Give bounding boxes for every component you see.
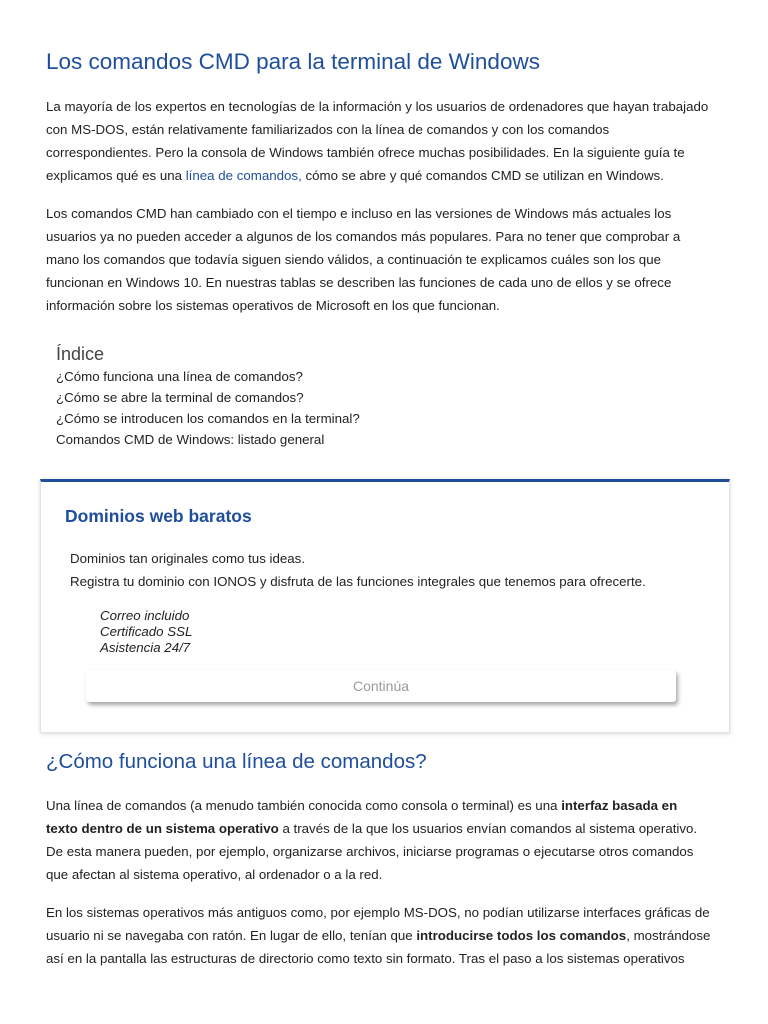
bold-text: introducirse todos los comandos [416,928,627,943]
ad-feature-list [100,608,192,656]
section-paragraph-1 [46,794,746,886]
text-span: a través de la que los usuarios envían comandos al sistema operativo. [278,821,698,836]
text-line: correspondientes. Pero la consola de Windows también ofrece muchas posibilidades. En la siguiente guía te [46,145,685,160]
toc-item-enter-commands[interactable]: ¿Cómo se introducen los comandos en la terminal? [56,411,360,426]
text-line: información sobre los sistemas operativos de Microsoft en los que funcionan. [46,298,500,313]
second-paragraph [46,202,746,317]
text-line [46,164,746,187]
text-line: con MS-DOS, están relativamente familiarizados con la línea de comandos y con los comandos [46,122,610,137]
domain-ad-box [40,479,730,733]
text-line: mano los comandos que todavía siguen siendo válidos, a continuación te explicamos cuáles son los que [46,252,661,267]
ad-feature-support: Asistencia 24/7 [100,640,191,655]
bold-text: texto dentro de un sistema operativo [46,821,279,836]
ad-title: Dominios web baratos [65,506,252,526]
command-line-link[interactable]: línea de comandos, [185,168,302,183]
text-line: De esta manera pueden, por ejemplo, organizarse archivos, iniciarse programas o ejecutarse otros comandos [46,844,694,859]
toc-heading: Índice [56,344,105,364]
section-paragraph-2 [46,901,746,970]
ad-line: Dominios tan originales como tus ideas. [70,551,306,566]
ad-feature-ssl: Certificado SSL [100,624,193,639]
ad-description [70,547,646,593]
text-line: Los comandos CMD han cambiado con el tiempo e incluso en las versiones de Windows más actuales los [46,206,672,221]
text-line: así en la pantalla las estructuras de directorio como texto sin formato. Tras el paso a los sistemas operativos [46,951,685,966]
ad-line: Registra tu dominio con IONOS y disfruta de las funciones integrales que tenemos para ofrecerte. [70,574,646,589]
continue-button[interactable]: Continúa [86,670,676,702]
text-span: , mostrándose [626,928,711,943]
text-span: usuario ni se navegaba con ratón. En lugar de ello, tenían que [46,928,417,943]
text-line: La mayoría de los expertos en tecnologías de la información y los usuarios de ordenadores que hayan trabajado [46,99,709,114]
text-line: que afectan al sistema operativo, al ordenador o a la red. [46,867,383,882]
text-line [46,794,746,817]
toc-item-open-terminal[interactable]: ¿Cómo se abre la terminal de comandos? [56,390,304,405]
toc-item-command-list[interactable]: Comandos CMD de Windows: listado general [56,432,325,447]
text-span: Una línea de comandos (a menudo también conocida como consola o terminal) es una [46,798,562,813]
text-line [46,817,746,840]
text-span: cómo se abre y qué comandos CMD se utilizan en Windows. [301,168,664,183]
text-line: funcionan en Windows 10. En nuestras tablas se describen las funciones de cada uno de ellos y se ofrece [46,275,672,290]
text-line [46,924,746,947]
text-line: usuarios ya no pueden acceder a algunos de los comandos más populares. Para no tener que comprobar a [46,229,681,244]
text-span: explicamos qué es una [46,168,186,183]
table-of-contents [56,342,360,450]
intro-paragraph [46,95,746,187]
toc-item-how-it-works[interactable]: ¿Cómo funciona una línea de comandos? [56,369,303,384]
text-line: En los sistemas operativos más antiguos como, por ejemplo MS-DOS, no podían utilizarse interfaces gráficas de [46,905,710,920]
bold-text: interfaz basada en [561,798,678,813]
section-heading: ¿Cómo funciona una línea de comandos? [46,750,427,773]
ad-feature-mail: Correo incluido [100,608,190,623]
page-title: Los comandos CMD para la terminal de Windows [46,49,540,74]
